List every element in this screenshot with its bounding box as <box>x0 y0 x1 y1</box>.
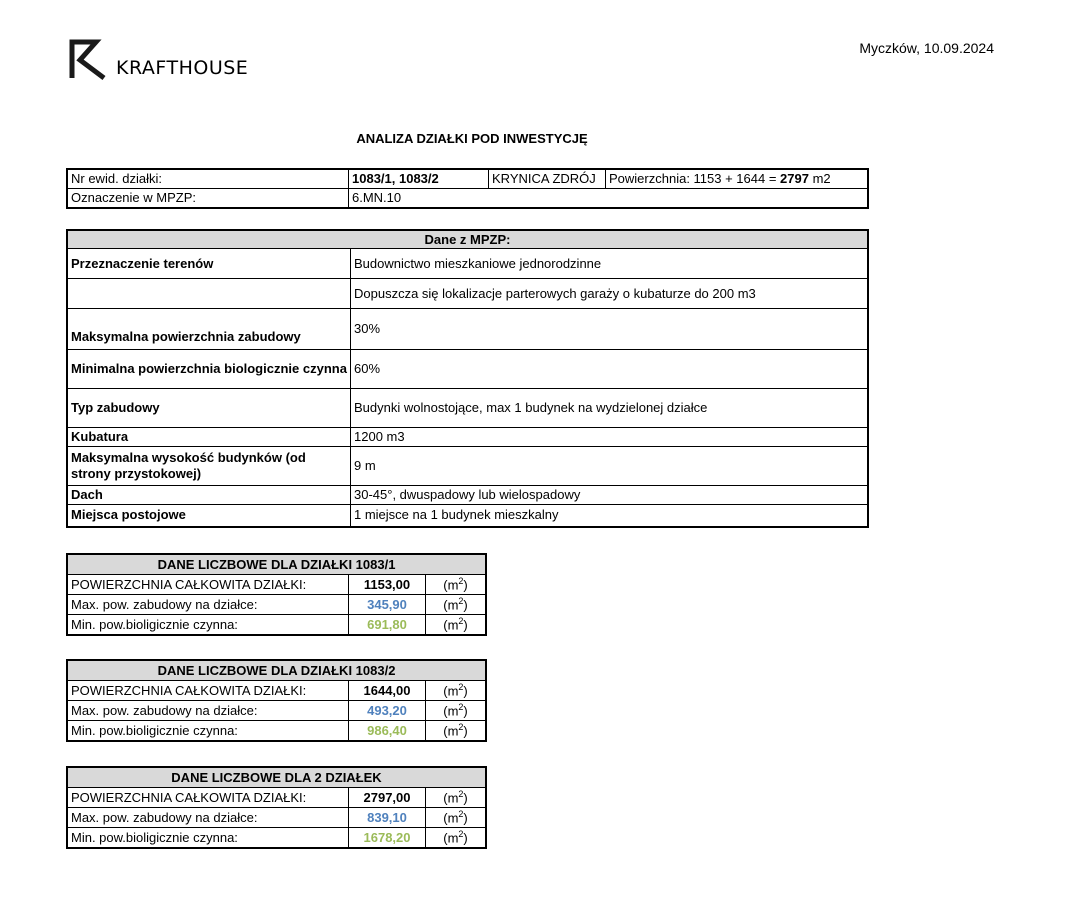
mpzp-row-value: 60% <box>351 350 869 389</box>
krafthouse-logo-icon <box>68 38 112 80</box>
mpzp-table <box>66 229 869 528</box>
table-row <box>67 428 868 447</box>
plot-area-unit: m2 <box>808 171 831 187</box>
mpzp-row-value: Budynki wolnostojące, max 1 budynek na wydzielonej działce <box>351 389 869 428</box>
mpzp-designation-label: Oznaczenie w MPZP: <box>67 189 349 209</box>
mpzp-row-label: Kubatura <box>67 428 351 447</box>
table-row <box>67 615 486 636</box>
total-area-value: 1153,00 <box>349 575 426 595</box>
table-row <box>67 681 486 701</box>
plot-number-label: Nr ewid. działki: <box>67 169 349 189</box>
max-building-area-value: 345,90 <box>349 595 426 615</box>
mpzp-designation-value: 6.MN.10 <box>349 189 869 209</box>
company-logo <box>68 38 248 80</box>
max-building-area-label: Max. pow. zabudowy na działce: <box>67 808 349 828</box>
table-row <box>67 701 486 721</box>
mpzp-row-label: Przeznaczenie terenów <box>67 249 351 279</box>
table-row <box>67 505 868 527</box>
plot-area-total: 2797 <box>780 171 809 187</box>
mpzp-heading: Dane z MPZP: <box>67 230 868 249</box>
table-row <box>67 249 868 279</box>
mpzp-row-label: Typ zabudowy <box>67 389 351 428</box>
total-area-label: POWIERZCHNIA CAŁKOWITA DZIAŁKI: <box>67 788 349 808</box>
mpzp-row-value: 30% <box>351 309 869 350</box>
table-row <box>67 350 868 389</box>
unit-cell: $(m^2)$ <box>426 701 487 721</box>
max-building-area-label: Max. pow. zabudowy na działce: <box>67 701 349 721</box>
total-area-value: 1644,00 <box>349 681 426 701</box>
table-header-row <box>67 767 486 788</box>
max-building-area-label: Max. pow. zabudowy na działce: <box>67 595 349 615</box>
table-row <box>67 828 486 849</box>
mpzp-row-value: 1 miejsce na 1 budynek mieszkalny <box>351 505 869 527</box>
table-row <box>67 575 486 595</box>
table-row <box>67 486 868 505</box>
numeric-table-1083-2 <box>66 659 487 742</box>
plot-area <box>606 169 869 189</box>
table-header-row <box>67 230 868 249</box>
table-row <box>67 721 486 742</box>
total-area-value: 2797,00 <box>349 788 426 808</box>
table-row <box>67 169 868 189</box>
unit-cell: $(m^2)$ <box>426 788 487 808</box>
mpzp-row-label: Maksymalna powierzchnia zabudowy <box>67 309 351 350</box>
table-row <box>67 189 868 209</box>
table-row <box>67 389 868 428</box>
mpzp-row-value: 1200 m3 <box>351 428 869 447</box>
mpzp-row-value: Budownictwo mieszkaniowe jednorodzinne <box>351 249 869 279</box>
mpzp-row-label: Dach <box>67 486 351 505</box>
unit-cell: $(m^2)$ <box>426 575 487 595</box>
min-bio-area-value: 691,80 <box>349 615 426 636</box>
min-bio-area-label: Min. pow.bioligicznie czynna: <box>67 615 349 636</box>
plot-location: KRYNICA ZDRÓJ <box>489 169 606 189</box>
min-bio-area-label: Min. pow.bioligicznie czynna: <box>67 721 349 742</box>
numeric-table-title: DANE LICZBOWE DLA DZIAŁKI 1083/1 <box>67 554 486 575</box>
table-row <box>67 279 868 309</box>
numeric-table-1083-1 <box>66 553 487 636</box>
mpzp-row-value: 30-45°, dwuspadowy lub wielospadowy <box>351 486 869 505</box>
numeric-table-title: DANE LICZBOWE DLA DZIAŁKI 1083/2 <box>67 660 486 681</box>
plot-area-prefix: Powierzchnia: 1153 + 1644 = <box>609 171 781 187</box>
total-area-label: POWIERZCHNIA CAŁKOWITA DZIAŁKI: <box>67 575 349 595</box>
mpzp-row-label <box>67 279 351 309</box>
place-date: Myczków, 10.09.2024 <box>859 40 994 56</box>
min-bio-area-value: 986,40 <box>349 721 426 742</box>
unit-cell: $(m^2)$ <box>426 721 487 742</box>
table-row <box>67 788 486 808</box>
max-building-area-value: 839,10 <box>349 808 426 828</box>
min-bio-area-value: 1678,20 <box>349 828 426 849</box>
table-header-row <box>67 660 486 681</box>
table-row <box>67 808 486 828</box>
plot-number-value: 1083/1, 1083/2 <box>349 169 489 189</box>
table-row <box>67 595 486 615</box>
plot-info-table <box>66 168 869 209</box>
mpzp-row-label: Miejsca postojowe <box>67 505 351 527</box>
table-row <box>67 309 868 350</box>
company-name: KRAFTHOUSE <box>116 57 249 79</box>
unit-cell: $(m^2)$ <box>426 681 487 701</box>
mpzp-row-label: Minimalna powierzchnia biologicznie czynna <box>67 350 351 389</box>
min-bio-area-label: Min. pow.bioligicznie czynna: <box>67 828 349 849</box>
mpzp-row-label: Maksymalna wysokość budynków (od strony przystokowej) <box>67 447 351 486</box>
total-area-label: POWIERZCHNIA CAŁKOWITA DZIAŁKI: <box>67 681 349 701</box>
unit-cell: $(m^2)$ <box>426 808 487 828</box>
max-building-area-value: 493,20 <box>349 701 426 721</box>
numeric-table-both-plots <box>66 766 487 849</box>
mpzp-row-value: Dopuszcza się lokalizacje parterowych garaży o kubaturze do 200 m3 <box>351 279 869 309</box>
mpzp-row-value: 9 m <box>351 447 869 486</box>
unit-cell: $(m^2)$ <box>426 615 487 636</box>
page-title: ANALIZA DZIAŁKI POD INWESTYCJĘ <box>356 131 588 146</box>
numeric-table-title: DANE LICZBOWE DLA 2 DZIAŁEK <box>67 767 486 788</box>
unit-cell: $(m^2)$ <box>426 595 487 615</box>
table-row <box>67 447 868 486</box>
table-header-row <box>67 554 486 575</box>
unit-cell: $(m^2)$ <box>426 828 487 849</box>
